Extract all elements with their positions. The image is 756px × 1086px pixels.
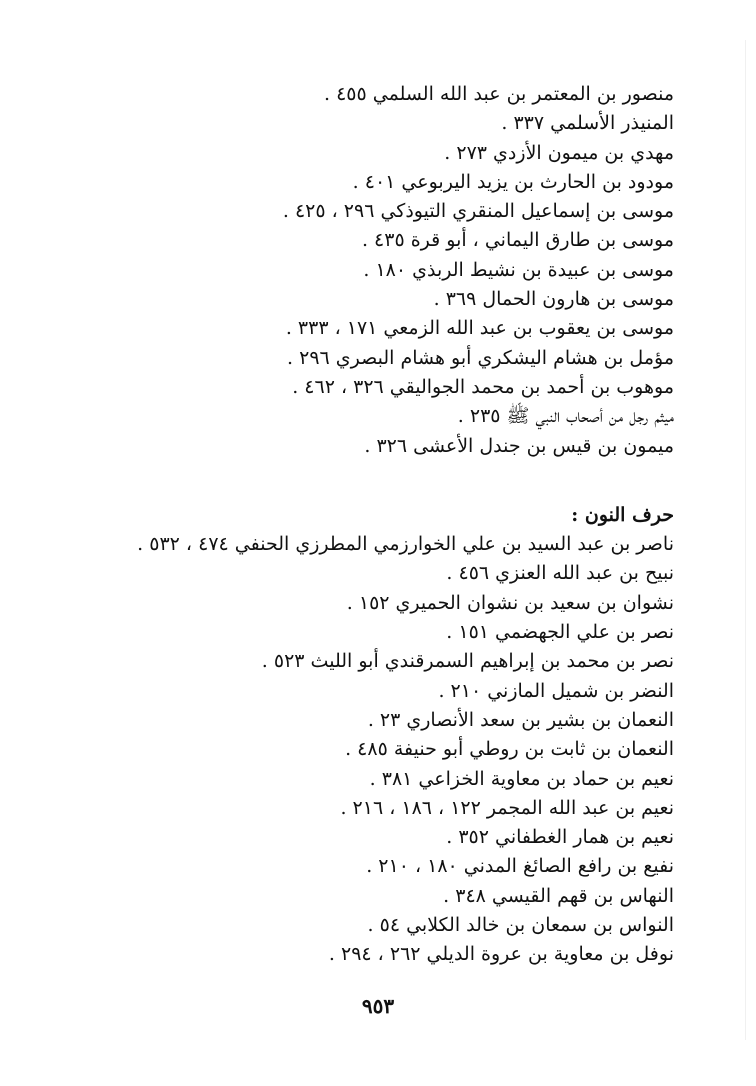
index-entry: نعيم بن همار الغطفاني ٣٥٢ .	[446, 826, 674, 849]
index-entry: موسى بن طارق اليماني ، أبو قرة ٤٣٥ .	[361, 229, 674, 252]
index-entry: ميمون بن قيس بن جندل الأعشى ٣٢٦ .	[364, 434, 674, 457]
index-entry: النعمان بن ثابت بن روطي أبو حنيفة ٤٨٥ .	[345, 738, 674, 761]
index-entry: مؤمل بن هشام اليشكري أبو هشام البصري ٢٩٦ .	[287, 346, 674, 369]
index-entry: نشوان بن سعيد بن نشوان الحميري ١٥٢ .	[346, 591, 674, 614]
index-entry: منصور بن المعتمر بن عبد الله السلمي ٤٥٥ .	[323, 83, 674, 105]
index-entry: موهوب بن أحمد بن محمد الجواليقي ٣٢٦ ، ٤٦٢ .	[292, 375, 674, 398]
index-entry: نفيع بن رافع الصائغ المدني ١٨٠ ، ٢١٠ .	[366, 855, 674, 878]
section-gap	[74, 461, 674, 501]
index-entry: نعيم بن عبد الله المجمر ١٢٢ ، ١٨٦ ، ٢١٦ .	[340, 796, 674, 819]
section-mim-entries	[74, 80, 674, 461]
index-entry: النهاس بن قهم القيسي ٣٤٨ .	[443, 884, 674, 907]
index-entry: موسى بن إسماعيل المنقري التيوذكي ٢٩٦ ، ٤٢٥ .	[282, 200, 674, 223]
index-entry: النواس بن سمعان بن خالد الكلابي ٥٤ .	[367, 914, 674, 937]
index-entry: موسى بن عبيدة بن نشيط الربذي ١٨٠ .	[363, 258, 674, 281]
section-nun-entries	[74, 530, 674, 969]
index-entry: النعمان بن بشير بن سعد الأنصاري ٢٣ .	[367, 708, 674, 731]
index-entry: نبيح بن عبد الله العنزي ٤٥٦ .	[446, 562, 674, 585]
index-entry: موسى بن هارون الحمال ٣٦٩ .	[433, 288, 674, 311]
index-entry: ميثم رجل من أصحاب النبي ﷺ ٢٣٥ .	[457, 405, 674, 428]
index-entry: النضر بن شميل المازني ٢١٠ .	[438, 679, 674, 702]
section-heading-nun: حرف النون :	[571, 503, 674, 526]
index-entry: مهدي بن ميمون الأزدي ٢٧٣ .	[444, 141, 674, 164]
index-entry: نصر بن محمد بن إبراهيم السمرقندي أبو الليث ٥٢٣ .	[261, 650, 674, 673]
index-entry: نعيم بن حماد بن معاوية الخزاعي ٣٨١ .	[369, 767, 674, 790]
index-entry: نصر بن علي الجهضمي ١٥١ .	[446, 621, 674, 644]
index-entry: ناصر بن عبد السيد بن علي الخوارزمي المطرزي الحنفي ٤٧٤ ، ٥٣٢ .	[137, 533, 674, 556]
page-edge-shadow	[745, 40, 746, 1040]
page-number: ٩٥٣	[361, 994, 395, 1018]
index-entry: مودود بن الحارث بن يزيد اليربوعي ٤٠١ .	[352, 170, 674, 193]
index-entry: المنيذر الأسلمي ٣٣٧ .	[501, 112, 674, 135]
index-column	[74, 80, 674, 970]
index-entry: نوفل بن معاوية بن عروة الديلي ٢٦٢ ، ٢٩٤ .	[328, 943, 674, 966]
index-entry: موسى بن يعقوب بن عبد الله الزمعي ١٧١ ، ٣٣٣ .	[285, 317, 674, 340]
